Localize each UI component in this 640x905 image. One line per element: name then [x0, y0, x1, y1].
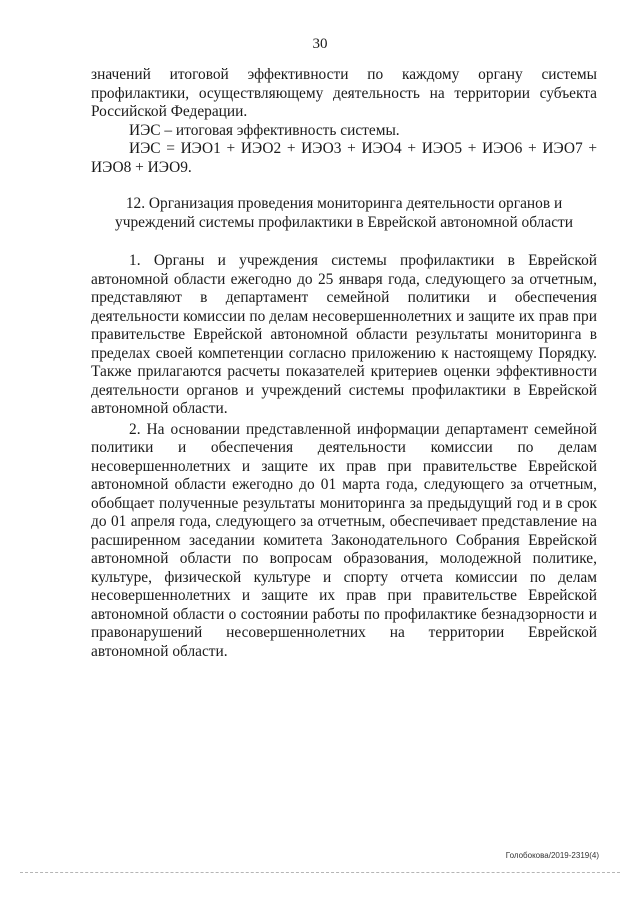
- bottom-divider: [20, 872, 620, 873]
- paragraph-ies-definition: ИЭС – итоговая эффективность системы.: [129, 121, 400, 139]
- paragraph-item-1: 1. Органы и учреждения системы профилактики в Еврейской автономной области ежегодно до 25 января года, следующего за отчетным, представляют в департамент семейной политики и обеспечения деятельности комиссии по делам несовершеннолетних и защите их прав при правительстве Еврейской автономной области результаты мониторинга в пределах своей компетенции согласно приложению к настоящему Порядку. Также прилагаются расчеты показателей критериев оценки эффективности деятельности органов и учреждений системы профилактики в Еврейской автономной области.: [91, 252, 597, 417]
- document-registration-code: Голобокова/2019-2319(4): [505, 851, 599, 860]
- document-body: [91, 66, 597, 661]
- paragraph-item-2: 2. На основании представленной информации департамент семейной политики и обеспечения деятельности комиссии по делам несовершеннолетних и защите их прав при правительстве Еврейской автономной области ежегодно до 01 марта года, следующего за отчетным, обобщает полученные результаты мониторинга за предыдущий год и в срок до 01 апреля года, следующего за отчетным, обеспечивает представление на расширенном заседании комитета Законодательного Собрания Еврейской автономной области по вопросам образования, молодежной политике, культуре, физической культуре и спорту отчета комиссии по делам несовершеннолетних и защите их прав при правительстве Еврейской автономной области о состоянии работы по профилактике безнадзорности и правонарушений несовершеннолетних на территории Еврейской автономной области.: [91, 420, 597, 660]
- paragraph-ies-formula: ИЭС = ИЭО1 + ИЭО2 + ИЭО3 + ИЭО4 + ИЭО5 + ИЭО6 + ИЭО7 + ИЭО8 + ИЭО9.: [91, 140, 597, 176]
- section-heading: 12. Организация проведения мониторинга деятельности органов и учреждений системы профилактики в Еврейской автономной области: [115, 195, 573, 231]
- paragraph-continuation: значений итоговой эффективности по каждому органу системы профилактики, осуществляющему деятельность на территории субъекта Российской Федерации.: [91, 66, 597, 120]
- page-number: 30: [312, 36, 328, 52]
